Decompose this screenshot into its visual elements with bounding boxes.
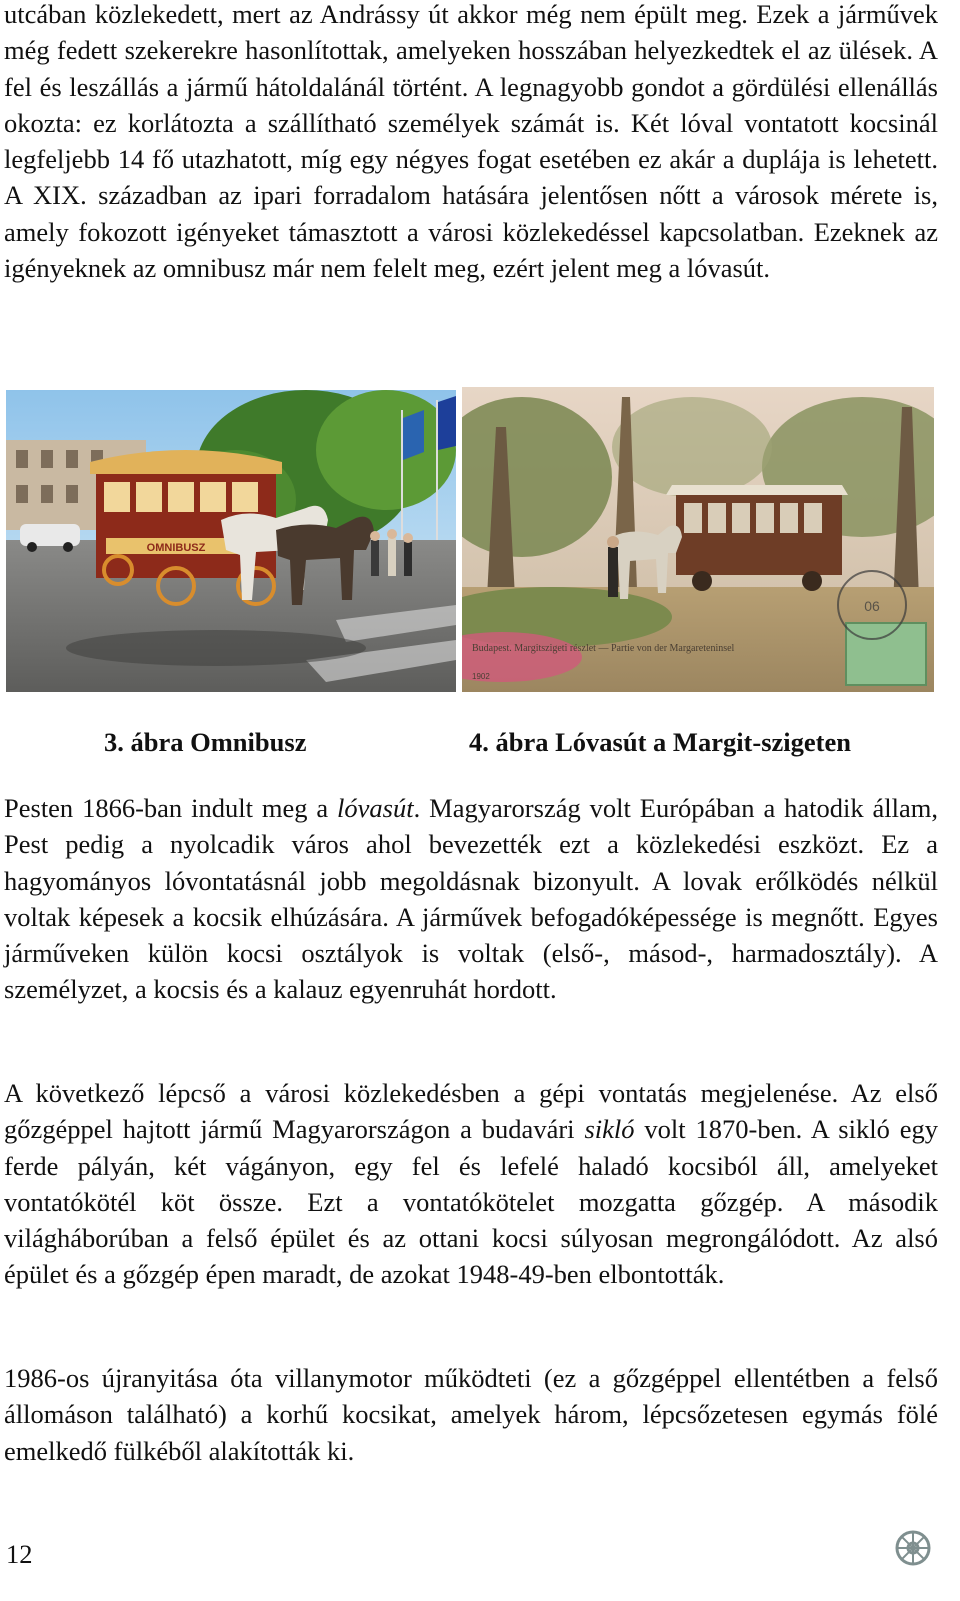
- postcard-label: Budapest. Margitszigeti részlet — Partie von der Margareteninsel: [472, 643, 735, 654]
- paragraph-omnibus-continuation: utcában közlekedett, mert az Andrássy út akkor még nem épült meg. Ezek a járművek még fedett szekerekre hasonlítottak, amelyeken hosszában helyezkedtek el az ülések. A fel és leszállás a jármű hátoldalánál történt. A legnagyobb gondot a gördülési ellenállás okozta: ez korlátozta a szállítható személyek számát is. Két lóval vontatott kocsinál legfeljebb 14 fő utazhatott, míg egy négyes fogat esetében ez akár a duplája is lehetett. A XIX. században az ipari forradalom hatására jelentősen nőtt a városok mérete is, amely fokozott igényeket támasztott a városi közlekedéssel kapcsolatban. Ezeknek az igényeknek az omnibusz már nem felelt meg, ezért jelent meg a lóvasút.: [4, 0, 938, 284]
- paragraph-siklo: [4, 1075, 938, 1293]
- horse-tram-illustration: [462, 387, 934, 692]
- paragraph-siklo-rest: volt 1870-ben. A sikló egy ferde pályán, két vágányon, egy fel és lefelé haladó kocsiból áll, amelyeket vontatókötél köt össze. Ezt a vontatókötelet mozgatta gőzgép. A második világháborúban a felső épület és az ottani kocsi súlyosan megrongálódott. Az alsó épület és a gőzgép épen maradt, de azokat 1948-49-ben elbontották.: [4, 1114, 939, 1290]
- figure-3-caption: 3. ábra Omnibusz: [104, 727, 307, 757]
- paragraph-siklo-start: A következő lépcső a városi közlekedésben a gépi vontatás megjelenése. Az első gőzgéppel hajtott jármű Magyarországon a budavári: [4, 1078, 938, 1145]
- page-number: 12: [6, 1539, 33, 1569]
- wheel-ornament-icon: [893, 1528, 933, 1568]
- omnibus-illustration: [6, 390, 456, 692]
- omnibus-sign-text: OMNIBUSZ: [146, 542, 206, 554]
- paragraph-lovasut: [4, 790, 938, 1008]
- omnibus-photo: [6, 390, 456, 692]
- paragraph-lovasut-start: Pesten 1866-ban indult meg a: [4, 793, 338, 823]
- term-lovasut: lóvasút: [337, 793, 414, 823]
- figure-4-caption: 4. ábra Lóvasút a Margit-szigeten: [469, 727, 851, 757]
- horse-tram-postcard: [462, 387, 934, 692]
- svg-text:06: 06: [864, 598, 880, 614]
- paragraph-reopening: 1986-os újranyitása óta villanymotor működteti (ez a gőzgéppel ellentétben a felső állomáson található) a korhű kocsikat, amelyek három, lépcsőzetesen egymás fölé emelkedő fülkéből alakították ki.: [4, 1363, 938, 1466]
- term-siklo: sikló: [584, 1114, 635, 1145]
- paragraph-lovasut-rest: . Magyarország volt Európában a hatodik állam, Pest pedig a nyolcadik város ahol bevezették ezt a közlekedési eszközt. Ez a hagyományos lóvontatásnál jobb megoldásnak bizonyult. A lovak erőlködés nélkül voltak képesek a kocsik elhúzására. A járművek befogadóképessége is megnőtt. Egyes járműveken külön kocsi osztályok is voltak (első-, másod-, harmadosztály). A személyzet, a kocsis és a kalauz egyenruhát hordott.: [4, 793, 938, 1005]
- postcard-year: 1902: [472, 672, 490, 681]
